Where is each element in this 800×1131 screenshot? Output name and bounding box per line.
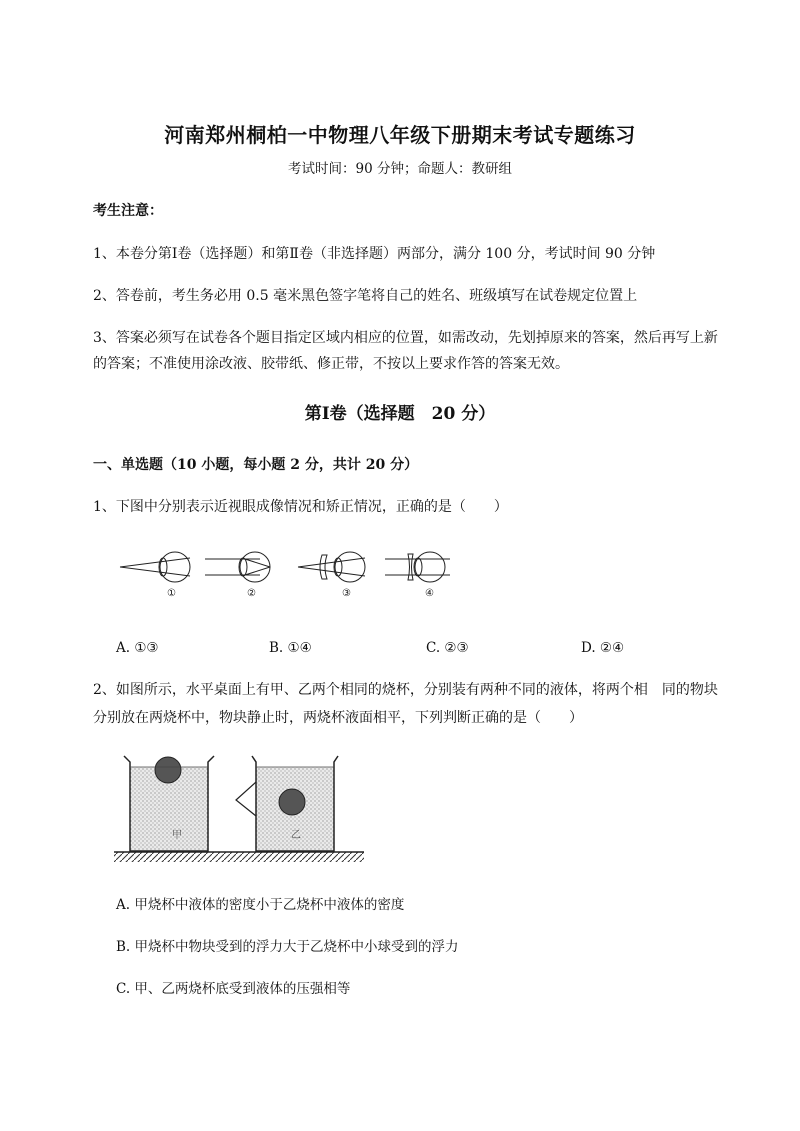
figure-label-3: ③: [342, 588, 351, 599]
q2-option-b[interactable]: B. 甲烧杯中物块受到的浮力大于乙烧杯中小球受到的浮力: [116, 939, 459, 955]
q2-option-a[interactable]: A. 甲烧杯中液体的密度小于乙烧杯中液体的密度: [116, 897, 405, 913]
figure-label-2: ②: [247, 588, 256, 599]
beaker-diagram: [110, 752, 370, 870]
table-surface: [114, 852, 364, 862]
q1-option-c[interactable]: C. ②③: [426, 640, 469, 656]
question-1-stem: 1、下图中分别表示近视眼成像情况和矫正情况，正确的是（ ）: [93, 499, 508, 515]
notice-heading: 考生注意：: [93, 203, 163, 219]
q1-option-a[interactable]: A. ①③: [116, 640, 159, 656]
exam-info: 考试时间：90 分钟；命题人：教研组: [288, 161, 512, 177]
figure-label-4: ④: [425, 588, 434, 599]
notice-item-2: 2、答卷前，考生务必用 0.5 毫米黑色签字笔将自己的姓名、班级填写在试卷规定位置上: [93, 288, 638, 304]
eye-diagram-figure: [110, 545, 470, 615]
eye-diagram-2: [205, 552, 270, 582]
beaker-label-yi: 乙: [291, 830, 301, 841]
figure-label-1: ①: [167, 588, 176, 599]
q2-option-c[interactable]: C. 甲、乙两烧杯底受到液体的压强相等: [116, 981, 351, 997]
question-2-stem-line1: 2、如图所示，水平桌面上有甲、乙两个相同的烧杯，分别装有两种不同的液体，将两个相 同的物块: [93, 682, 718, 698]
eye-diagram-1: [120, 552, 190, 582]
beaker-yi: [236, 756, 338, 851]
q1-option-d[interactable]: D. ②④: [581, 640, 625, 656]
beaker-label-jia: 甲: [172, 830, 182, 841]
notice-item-1: 1、本卷分第Ⅰ卷（选择题）和第Ⅱ卷（非选择题）两部分，满分 100 分，考试时间 90 分钟: [93, 246, 656, 262]
notice-item-3-cont: 的答案；不准使用涂改液、胶带纸、修正带，不按以上要求作答的答案无效。: [93, 356, 569, 372]
eye-diagram-3: [298, 552, 365, 582]
part-heading: 一、单选题（10 小题，每小题 2 分，共计 20 分）: [93, 457, 419, 473]
q1-option-b[interactable]: B. ①④: [269, 640, 312, 656]
eye-diagram-4: [385, 552, 450, 582]
page-title: 河南郑州桐柏一中物理八年级下册期末考试专题练习: [164, 123, 636, 147]
beaker-jia: [124, 756, 214, 851]
question-2-stem-line2: 分别放在两烧杯中，物块静止时，两烧杯液面相平，下列判断正确的是（ ）: [93, 710, 583, 726]
section-title: 第Ⅰ卷（选择题 20 分）: [304, 404, 496, 424]
notice-item-3: 3、答案必须写在试卷各个题目指定区域内相应的位置，如需改动，先划掉原来的答案，然后再写上新: [93, 330, 718, 346]
